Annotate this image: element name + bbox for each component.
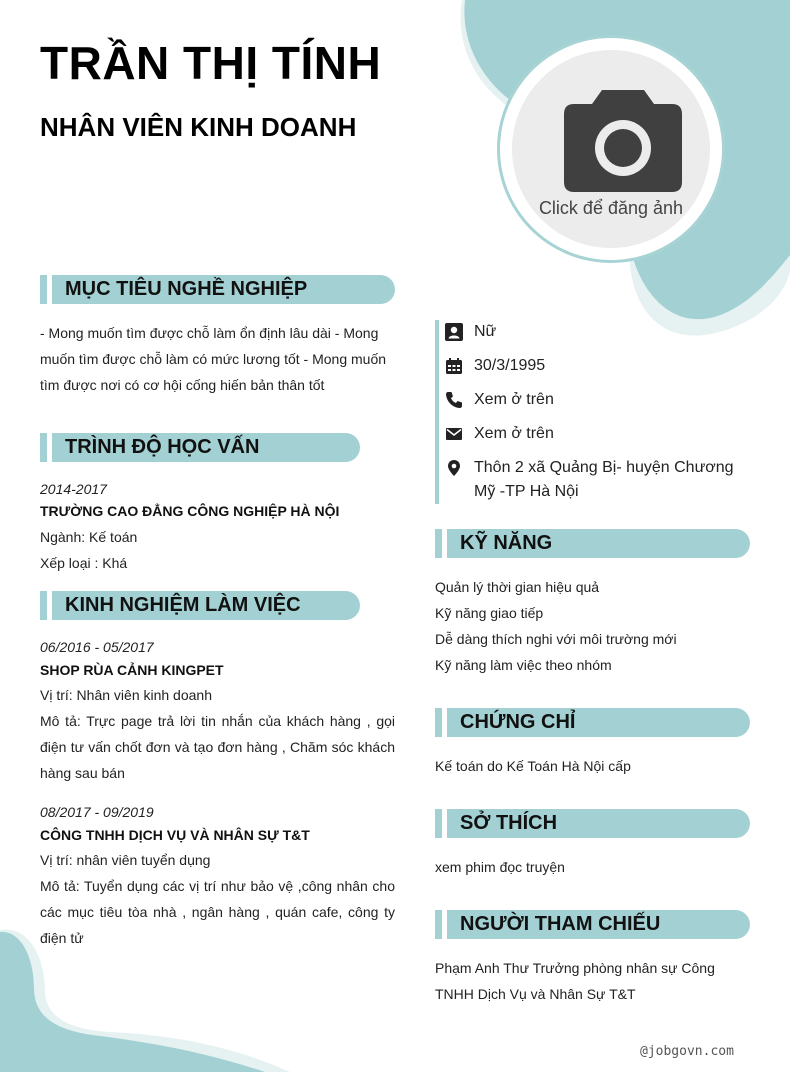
person-icon — [445, 323, 463, 341]
calendar-icon — [445, 357, 463, 375]
experience-heading-label: KINH NGHIỆM LÀM VIỆC — [52, 591, 360, 620]
education-heading — [40, 433, 360, 462]
hobbies-heading — [435, 809, 750, 838]
skill-item: Dễ dàng thích nghi với môi trường mới — [435, 631, 677, 647]
birthday-value: 30/3/1995 — [474, 357, 546, 374]
camera-icon — [564, 88, 682, 192]
skill-item: Kỹ năng làm việc theo nhóm — [435, 657, 612, 673]
skills-heading — [435, 529, 750, 558]
email-value: Xem ở trên — [474, 425, 554, 442]
certificates-heading — [435, 708, 750, 737]
heading-accent-bar — [435, 910, 442, 939]
experience-heading — [40, 591, 360, 620]
references-heading-label: NGƯỜI THAM CHIẾU — [447, 910, 750, 939]
education-major: Ngành: Kế toán — [40, 529, 138, 545]
skill-item: Kỹ năng giao tiếp — [435, 605, 544, 621]
gender-value: Nữ — [474, 323, 497, 340]
job-1-description: Mô tả: Trực page trả lời tin nhắn của khách hàng , gọi điện tư vấn chốt đơn và tạo đơn hàng , Chăm sóc khách hàng sau bán — [40, 713, 395, 781]
location-pin-icon — [445, 459, 463, 477]
education-school: TRƯỜNG CAO ĐẲNG CÔNG NGHIỆP HÀ NỘI — [40, 503, 340, 519]
avatar-placeholder[interactable] — [512, 50, 710, 248]
heading-accent-bar — [435, 529, 442, 558]
hobbies-heading-label: SỞ THÍCH — [447, 809, 750, 838]
job-2-company: CÔNG TNHH DỊCH VỤ VÀ NHÂN SỰ T&T — [40, 827, 310, 843]
objective-heading — [40, 275, 395, 304]
job-2-position: Vị trí: nhân viên tuyển dụng — [40, 852, 211, 868]
avatar-upload[interactable] — [500, 38, 722, 260]
contact-email — [445, 422, 554, 446]
education-grade: Xếp loại : Khá — [40, 555, 128, 571]
references-text: Phạm Anh Thư Trưởng phòng nhân sự Công TNHH Dịch Vụ và Nhân Sự T&T — [435, 960, 715, 1002]
certificates-text: Kế toán do Kế Toán Hà Nội cấp — [435, 758, 631, 774]
heading-accent-bar — [40, 433, 47, 462]
skills-heading-label: KỸ NĂNG — [447, 529, 750, 558]
education-date: 2014-2017 — [40, 481, 107, 497]
contact-phone — [445, 388, 554, 412]
job-2-description: Mô tả: Tuyển dụng các vị trí như bảo vệ ,công nhân cho các mục tiêu tòa nhà , ngân hàng , quán cafe, công ty điện tử — [40, 878, 395, 946]
heading-accent-bar — [40, 275, 47, 304]
photo-caption: Click để đăng ảnh — [538, 198, 684, 218]
heading-accent-bar — [435, 708, 442, 737]
references-heading — [435, 910, 750, 939]
contact-accent-bar — [435, 320, 439, 504]
objective-text: - Mong muốn tìm được chỗ làm ổn định lâu dài - Mong muốn tìm được chỗ làm có mức lương tốt - Mong muốn tìm được nơi có cơ hội cống hiến bản thân tốt — [40, 325, 387, 393]
contact-birthday — [445, 354, 545, 378]
job-1-date: 06/2016 - 05/2017 — [40, 639, 154, 655]
contact-address — [445, 456, 755, 504]
phone-icon — [445, 391, 463, 409]
candidate-name: TRẦN THỊ TÍNH — [40, 37, 382, 89]
job-1-company: SHOP RÙA CẢNH KINGPET — [40, 662, 224, 678]
envelope-icon — [445, 425, 463, 443]
hobbies-text: xem phim đọc truyện — [435, 859, 565, 875]
job-title: NHÂN VIÊN KINH DOANH — [40, 112, 357, 142]
phone-value: Xem ở trên — [474, 391, 554, 408]
contact-gender — [445, 320, 496, 344]
heading-accent-bar — [435, 809, 442, 838]
education-heading-label: TRÌNH ĐỘ HỌC VẤN — [52, 433, 360, 462]
job-2-date: 08/2017 - 09/2019 — [40, 804, 154, 820]
skill-item: Quản lý thời gian hiệu quả — [435, 579, 600, 595]
certificates-heading-label: CHỨNG CHỈ — [447, 708, 750, 737]
heading-accent-bar — [40, 591, 47, 620]
address-value: Thôn 2 xã Quảng Bị- huyện Chương Mỹ -TP Hà Nội — [474, 459, 734, 500]
objective-heading-label: MỤC TIÊU NGHỀ NGHIỆP — [52, 275, 395, 304]
watermark: @jobgovn.com — [640, 1044, 734, 1059]
skills-list — [435, 574, 677, 678]
job-1-position: Vị trí: Nhân viên kinh doanh — [40, 687, 212, 703]
